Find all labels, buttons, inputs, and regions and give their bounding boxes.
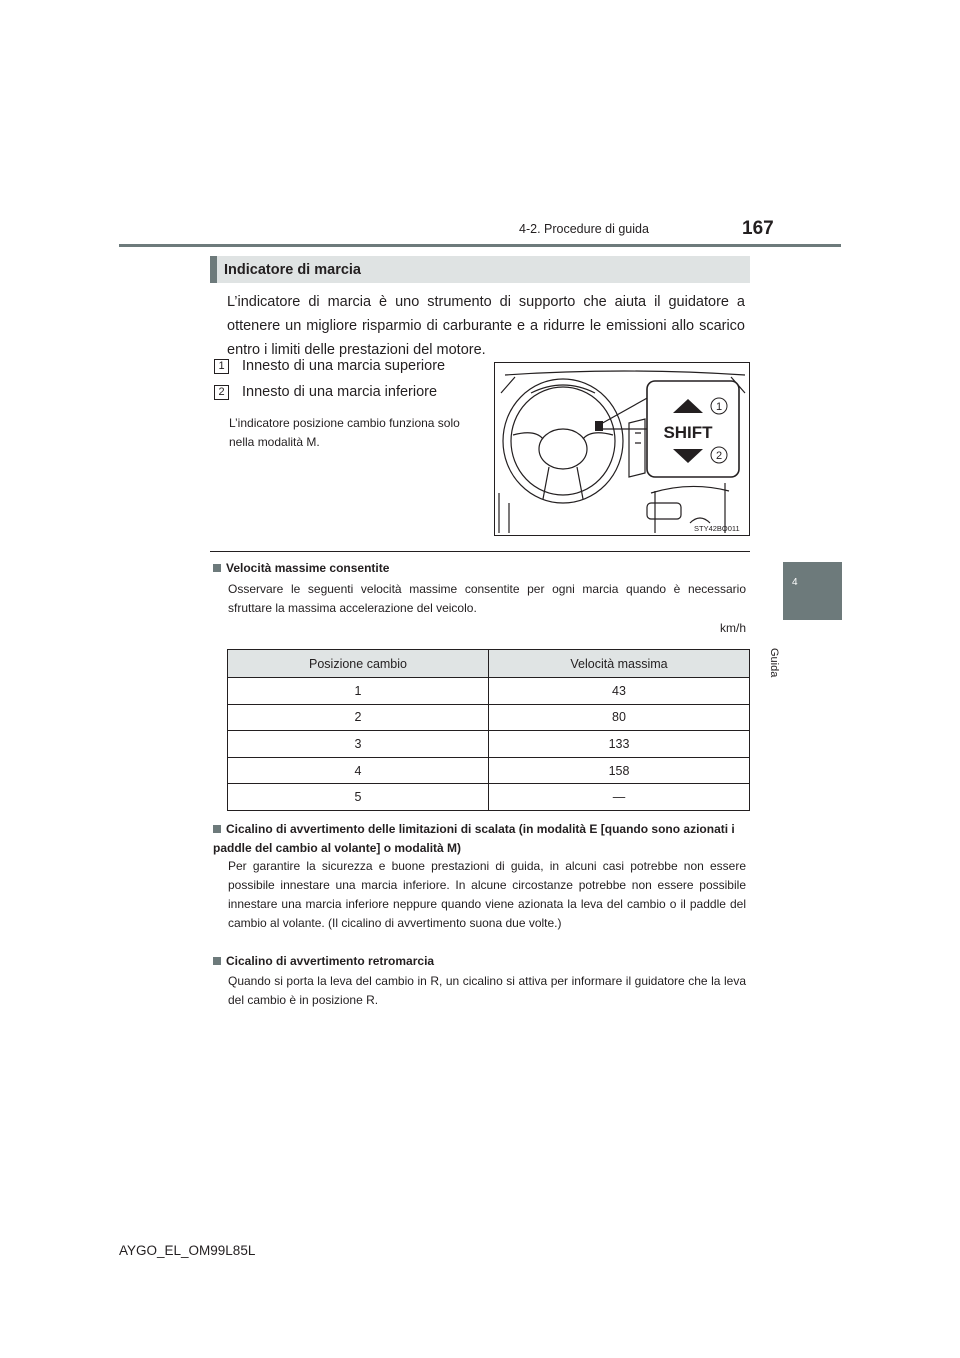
chapter-tab-label: Guida xyxy=(768,648,780,678)
shift-label: SHIFT xyxy=(663,423,713,442)
max-speeds-title-text: Velocità massime consentite xyxy=(226,561,390,575)
table-row xyxy=(228,757,750,784)
downshift-buzzer-title-text: Cicalino di avvertimento delle limitazioni di scalata (in modalità E [quando sono azionati i paddle del cambio al volante] o modalità M) xyxy=(213,822,735,855)
callout-1: 1 xyxy=(715,401,723,413)
page-number: 167 xyxy=(742,218,774,239)
table-row xyxy=(228,704,750,731)
square-bullet-icon xyxy=(213,957,221,965)
section-title: Indicatore di marcia xyxy=(224,262,361,278)
downshift-buzzer-text: Per garantire la sicurezza e buone prestazioni di guida, in alcuni casi potrebbe non essere possibile innestare una marcia inferiore. In alcune circostanze potrebbe non essere possibile innestare una marcia inferiore neppure quando viene azionata la leva del cambio o il paddle del cambio al volante. (Il cicalino di avvertimento suona due volte.) xyxy=(228,859,746,930)
table-cell: 1 xyxy=(228,678,489,705)
legend-item-label: Innesto di una marcia superiore xyxy=(242,358,446,374)
intro-paragraph: L’indicatore di marcia è uno strumento di supporto che aiuta il guidatore a ottenere un migliore risparmio di carburante e a ridurre le emissioni allo scarico entro i limiti delle prestazioni del motore. xyxy=(227,294,745,358)
document-code: AYGO_EL_OM99L85L xyxy=(119,1243,256,1258)
square-bullet-icon xyxy=(213,825,221,833)
reverse-buzzer-text: Quando si porta la leva del cambio in R, un cicalino si attiva per informare il guidatore che la leva del cambio è in posizione R. xyxy=(228,974,746,1007)
legend-note: L’indicatore posizione cambio funziona solo nella modalità M. xyxy=(229,416,460,449)
downshift-buzzer-title xyxy=(213,820,749,858)
table-cell: 158 xyxy=(489,757,750,784)
dashboard-drawing xyxy=(495,363,750,536)
table-row xyxy=(228,731,750,758)
reverse-buzzer-title xyxy=(213,952,749,971)
table-row xyxy=(228,678,750,705)
table-cell: 133 xyxy=(489,731,750,758)
reverse-buzzer-title-text: Cicalino di avvertimento retromarcia xyxy=(226,954,435,968)
table-row xyxy=(228,784,750,811)
table-cell: — xyxy=(489,784,750,811)
table-cell: 80 xyxy=(489,704,750,731)
section-header: 4-2. Procedure di guida xyxy=(519,222,649,236)
max-speeds-text: Osservare le seguenti velocità massime consentite per ogni marcia quando è necessario sfruttare la massima accelerazione del veicolo. xyxy=(228,582,746,615)
chapter-tab-number: 4 xyxy=(792,577,798,588)
callout-2: 2 xyxy=(715,450,723,462)
column-header: Posizione cambio xyxy=(228,650,489,678)
figure-code: STY42BO011 xyxy=(694,524,740,533)
header-rule xyxy=(119,244,841,247)
max-speeds-title xyxy=(213,559,749,578)
legend-item-upshift xyxy=(214,358,445,374)
legend-item-downshift xyxy=(214,384,437,400)
chapter-tab xyxy=(783,562,842,620)
table-cell: 4 xyxy=(228,757,489,784)
speed-unit: km/h xyxy=(719,621,746,635)
callout-number: 2 xyxy=(214,385,229,400)
shift-indicator-illustration xyxy=(494,362,750,536)
max-speeds-table xyxy=(227,649,750,811)
table-cell: 43 xyxy=(489,678,750,705)
table-cell: 2 xyxy=(228,704,489,731)
table-cell: 3 xyxy=(228,731,489,758)
table-header-row xyxy=(228,650,750,678)
legend-item-label: Innesto di una marcia inferiore xyxy=(242,384,438,400)
table-cell: 5 xyxy=(228,784,489,811)
column-header: Velocità massima xyxy=(489,650,750,678)
callout-number: 1 xyxy=(214,359,229,374)
section-divider xyxy=(210,551,750,552)
square-bullet-icon xyxy=(213,564,221,572)
